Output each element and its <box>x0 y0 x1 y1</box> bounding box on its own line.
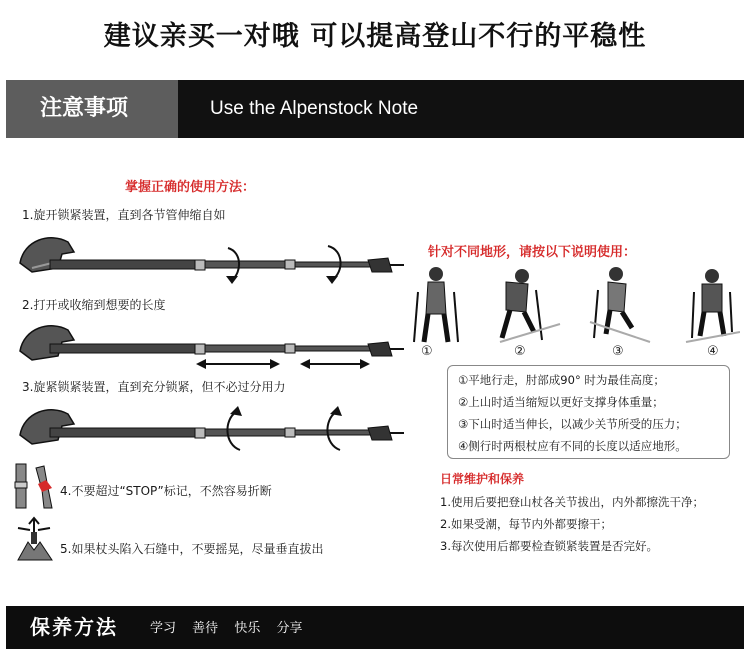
pull-out-icon <box>14 516 58 564</box>
step-1: 1.旋开锁紧装置，直到各节管伸缩自如 <box>22 208 226 222</box>
hiker-figure-icon <box>414 267 458 342</box>
pole-diagram-1 <box>10 228 405 288</box>
step-2: 2.打开或收缩到想要的长度 <box>22 298 166 312</box>
tip-4: ④侧行时两根杖应有不同的长度以适应地形。 <box>458 439 687 453</box>
footer-tag: 善待 <box>192 621 219 636</box>
footer-tag: 快乐 <box>234 621 261 636</box>
figure-label-2: ② <box>514 344 526 359</box>
tip-2: ②上山时适当缩短以更好支撑身体重量； <box>458 395 664 409</box>
step-3: 3.旋紧锁紧装置，直到充分锁紧，但不必过分用力 <box>22 380 286 394</box>
page-title: 建议亲买一对哦 可以提高登山不行的平稳性 <box>103 21 647 52</box>
figure-label-4: ④ <box>707 344 719 359</box>
header-en-label: Use the Alpenstock Note <box>210 98 419 119</box>
terrain-section-title: 针对不同地形，请按以下说明使用： <box>428 245 637 260</box>
maintenance-item-3: 3.每次使用后都要检查锁紧装置是否完好。 <box>440 539 658 553</box>
footer-tag: 分享 <box>276 621 303 636</box>
double-arrow-icon <box>196 359 280 369</box>
maintenance-title: 日常维护和保养 <box>440 472 525 486</box>
hiker-figure-icon <box>500 269 560 342</box>
step-5: 5.如果杖头陷入石缝中，不要摇晃，尽量垂直拔出 <box>60 542 324 556</box>
double-arrow-icon <box>300 359 370 369</box>
footer-tags <box>150 606 314 649</box>
header-cn-label: 注意事项 <box>6 80 178 138</box>
maintenance-item-2: 2.如果受潮，每节内外都要擦干； <box>440 517 612 531</box>
pole-diagram-2 <box>10 316 405 376</box>
stop-mark-icon <box>14 462 58 510</box>
twist-arrow-icon <box>227 406 242 450</box>
footer-title: 保养方法 <box>30 615 118 639</box>
maintenance-item-1: 1.使用后要把登山杖各关节拔出，内外都擦洗干净； <box>440 495 704 509</box>
tip-1: ①平地行走，肘部成90° 时为最佳高度； <box>458 373 665 387</box>
tip-3: ③下山时适当伸长，以减少关节所受的压力； <box>458 417 687 431</box>
pole-diagram-3 <box>10 400 405 460</box>
hiker-figure-icon <box>590 267 650 342</box>
twist-arrow-icon <box>327 406 342 450</box>
usage-section-title: 掌握正确的使用方法： <box>125 180 256 195</box>
footer-tag: 学习 <box>150 621 177 636</box>
hiker-figure-icon <box>686 269 740 342</box>
figure-label-1: ① <box>421 344 433 359</box>
step-4: 4.不要超过“STOP”标记，不然容易折断 <box>60 484 272 498</box>
terrain-figures <box>410 262 740 362</box>
figure-label-3: ③ <box>612 344 624 359</box>
